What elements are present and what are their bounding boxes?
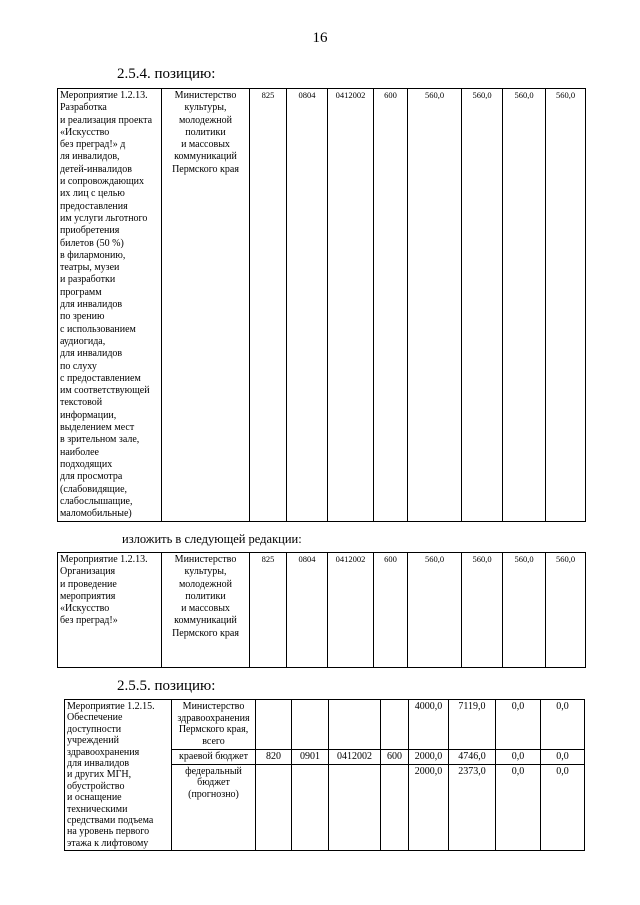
value-cell-1: 2000,0 bbox=[409, 749, 449, 764]
code-section-cell: 0804 bbox=[287, 89, 328, 522]
section-heading-2-5-4: 2.5.4. позицию: bbox=[117, 66, 216, 82]
executor-cell: федеральный бюджет (прогнозно) bbox=[172, 764, 256, 851]
table-row bbox=[58, 553, 586, 668]
value-cell-4: 0,0 bbox=[541, 749, 585, 764]
code-section-cell bbox=[292, 764, 329, 851]
code-admin-cell: 825 bbox=[250, 89, 287, 522]
value-cell-3: 0,0 bbox=[496, 700, 541, 750]
measure-name-cell: Мероприятие 1.2.15. Обеспечение доступности учреждений здравоохранения для инвалидов и других МГН, обустройство и оснащение техническими средствами подъема на уровень первого этажа к лифтовому bbox=[65, 700, 172, 851]
value-cell-3: 560,0 bbox=[503, 89, 546, 522]
code-admin-cell bbox=[256, 764, 292, 851]
page-number: 16 bbox=[312, 30, 328, 46]
table-row bbox=[58, 89, 586, 522]
value-cell-2: 560,0 bbox=[462, 553, 503, 668]
value-cell-1: 560,0 bbox=[408, 89, 462, 522]
code-target-cell bbox=[329, 764, 381, 851]
table-row bbox=[65, 700, 585, 750]
code-admin-cell: 820 bbox=[256, 749, 292, 764]
value-cell-3: 0,0 bbox=[496, 764, 541, 851]
value-cell-4: 0,0 bbox=[541, 764, 585, 851]
code-expense-cell: 600 bbox=[374, 553, 408, 668]
code-expense-cell bbox=[381, 764, 409, 851]
code-target-cell: 0412002 bbox=[328, 89, 374, 522]
value-cell-1: 4000,0 bbox=[409, 700, 449, 750]
value-cell-1: 560,0 bbox=[408, 553, 462, 668]
executor-cell: Министерство культуры, молодежной политики и массовых коммуникаций Пермского края bbox=[162, 553, 250, 668]
value-cell-2: 4746,0 bbox=[449, 749, 496, 764]
code-admin-cell bbox=[256, 700, 292, 750]
code-target-cell: 0412002 bbox=[329, 749, 381, 764]
code-expense-cell: 600 bbox=[381, 749, 409, 764]
code-target-cell: 0412002 bbox=[328, 553, 374, 668]
value-cell-4: 560,0 bbox=[546, 553, 586, 668]
value-cell-2: 2373,0 bbox=[449, 764, 496, 851]
code-expense-cell bbox=[381, 700, 409, 750]
value-cell-4: 560,0 bbox=[546, 89, 586, 522]
table-position-replacement bbox=[57, 552, 586, 668]
code-section-cell: 0804 bbox=[287, 553, 328, 668]
code-target-cell bbox=[329, 700, 381, 750]
table-position-2-5-5 bbox=[64, 699, 585, 851]
code-expense-cell: 600 bbox=[374, 89, 408, 522]
executor-cell: Министерство культуры, молодежной политики и массовых коммуникаций Пермского края bbox=[162, 89, 250, 522]
value-cell-2: 560,0 bbox=[462, 89, 503, 522]
value-cell-4: 0,0 bbox=[541, 700, 585, 750]
measure-name-cell: Мероприятие 1.2.13. Разработка и реализация проекта «Искусство без преград!» д ля инвалидов, детей-инвалидов и сопровождающих их лиц с целью предоставления им услуги льготного приобретения билетов (50 %) в филармонию, театры, музеи и разработки программ для инвалидов по зрению с использованием аудиогида, для инвалидов по слуху с предоставлением им соответствующей текстовой информации, выделением мест в зрительном зале, наиболее подходящих для просмотра (слабовидящие, слабослышащие, маломобильные) bbox=[58, 89, 162, 522]
replacement-intro: изложить в следующей редакции: bbox=[122, 532, 302, 546]
table-position-original bbox=[57, 88, 586, 522]
value-cell-3: 0,0 bbox=[496, 749, 541, 764]
value-cell-1: 2000,0 bbox=[409, 764, 449, 851]
code-admin-cell: 825 bbox=[250, 553, 287, 668]
code-section-cell bbox=[292, 700, 329, 750]
section-heading-2-5-5: 2.5.5. позицию: bbox=[117, 678, 216, 694]
value-cell-2: 7119,0 bbox=[449, 700, 496, 750]
executor-cell: краевой бюджет bbox=[172, 749, 256, 764]
executor-cell: Министерство здравоохранения Пермского края, всего bbox=[172, 700, 256, 750]
value-cell-3: 560,0 bbox=[503, 553, 546, 668]
measure-name-cell: Мероприятие 1.2.13. Организация и проведение мероприятия «Искусство без преград!» bbox=[58, 553, 162, 668]
code-section-cell: 0901 bbox=[292, 749, 329, 764]
